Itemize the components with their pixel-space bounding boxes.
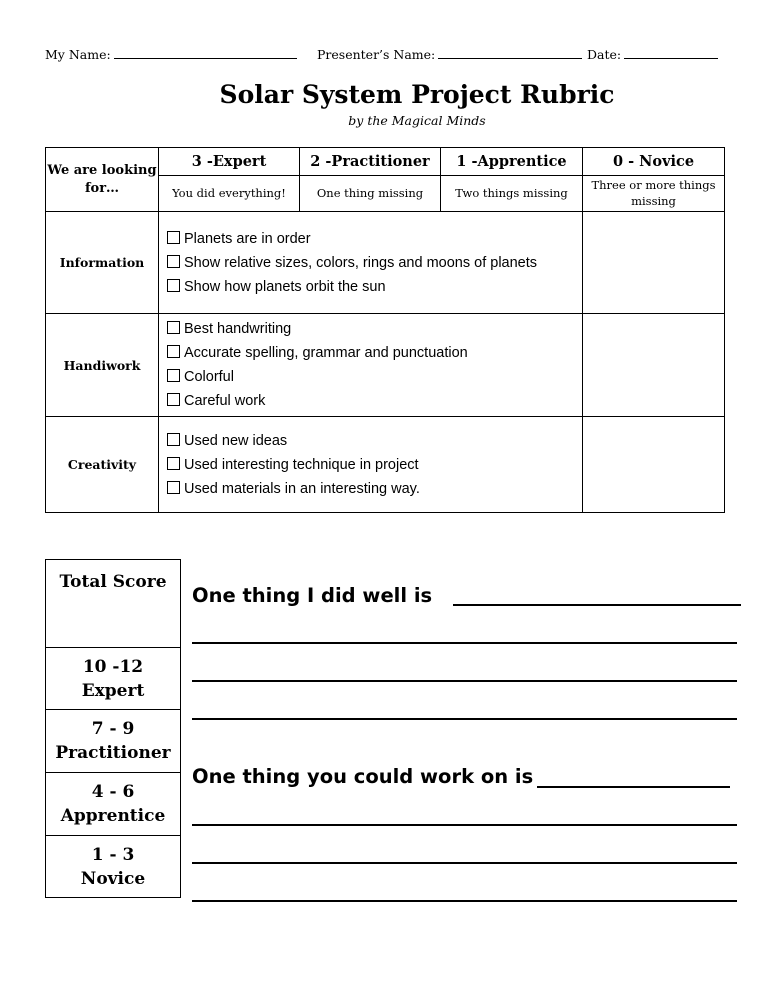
page-subtitle: by the Magical Minds <box>348 113 486 128</box>
presenter-name-field[interactable] <box>317 46 582 62</box>
did-well-line[interactable] <box>453 604 741 606</box>
level-header-apprentice: 1 -Apprentice <box>441 148 583 176</box>
criteria-item[interactable]: Accurate spelling, grammar and punctuation <box>167 341 582 365</box>
work-on-line[interactable] <box>192 824 737 826</box>
handiwork-score-cell[interactable] <box>583 314 725 417</box>
level-header-practitioner: 2 -Practitioner <box>300 148 441 176</box>
criteria-item[interactable]: Colorful <box>167 365 582 389</box>
my-name-label: My Name: <box>45 47 111 62</box>
looking-for-header: We are looking for… <box>46 148 159 212</box>
work-on-line[interactable] <box>192 900 737 902</box>
category-creativity: Creativity <box>46 417 159 513</box>
did-well-line[interactable] <box>192 642 737 644</box>
criteria-item[interactable]: Planets are in order <box>167 227 582 251</box>
score-range-expert: 10 -12 Expert <box>46 648 181 710</box>
information-criteria <box>159 212 583 314</box>
work-on-line[interactable] <box>192 862 737 864</box>
total-score-label: Total Score <box>59 572 167 592</box>
criteria-item[interactable]: Used materials in an interesting way. <box>167 477 582 501</box>
criteria-item[interactable]: Show relative sizes, colors, rings and moons of planets <box>167 251 582 275</box>
level-desc-practitioner: One thing missing <box>300 175 441 211</box>
creativity-criteria <box>159 417 583 513</box>
criteria-item[interactable]: Used interesting technique in project <box>167 453 582 477</box>
level-desc-expert: You did everything! <box>159 175 300 211</box>
checkbox[interactable] <box>167 393 180 406</box>
checkbox[interactable] <box>167 345 180 358</box>
score-table <box>45 559 181 898</box>
creativity-score-cell[interactable] <box>583 417 725 513</box>
checkbox[interactable] <box>167 231 180 244</box>
level-header-expert: 3 -Expert <box>159 148 300 176</box>
rubric-table <box>45 147 725 513</box>
level-desc-novice: Three or more things missing <box>583 175 725 211</box>
information-score-cell[interactable] <box>583 212 725 314</box>
checkbox[interactable] <box>167 321 180 334</box>
checkbox[interactable] <box>167 369 180 382</box>
page-title: Solar System Project Rubric <box>219 80 615 109</box>
handiwork-criteria <box>159 314 583 417</box>
checkbox[interactable] <box>167 279 180 292</box>
criteria-item[interactable]: Used new ideas <box>167 429 582 453</box>
score-range-practitioner: 7 - 9 Practitioner <box>46 710 181 773</box>
work-on-prompt: One thing you could work on is <box>192 765 534 788</box>
criteria-item[interactable]: Show how planets orbit the sun <box>167 275 582 299</box>
checkbox[interactable] <box>167 255 180 268</box>
presenter-name-line[interactable] <box>438 46 582 59</box>
my-name-line[interactable] <box>114 46 297 59</box>
presenter-name-label: Presenter’s Name: <box>317 47 436 62</box>
date-label: Date: <box>587 47 622 62</box>
criteria-item[interactable]: Careful work <box>167 389 582 413</box>
date-field[interactable] <box>587 46 718 62</box>
did-well-line[interactable] <box>192 718 737 720</box>
checkbox[interactable] <box>167 433 180 446</box>
date-line[interactable] <box>624 46 718 59</box>
checkbox[interactable] <box>167 457 180 470</box>
category-information: Information <box>46 212 159 314</box>
did-well-line[interactable] <box>192 680 737 682</box>
total-score-cell[interactable] <box>46 560 181 648</box>
checkbox[interactable] <box>167 481 180 494</box>
category-handiwork: Handiwork <box>46 314 159 417</box>
did-well-prompt: One thing I did well is <box>192 584 433 607</box>
level-header-novice: 0 - Novice <box>583 148 725 176</box>
level-desc-apprentice: Two things missing <box>441 175 583 211</box>
my-name-field[interactable] <box>45 46 297 62</box>
criteria-item[interactable]: Best handwriting <box>167 317 582 341</box>
work-on-line[interactable] <box>537 786 730 788</box>
score-range-novice: 1 - 3 Novice <box>46 836 181 898</box>
score-range-apprentice: 4 - 6 Apprentice <box>46 773 181 836</box>
